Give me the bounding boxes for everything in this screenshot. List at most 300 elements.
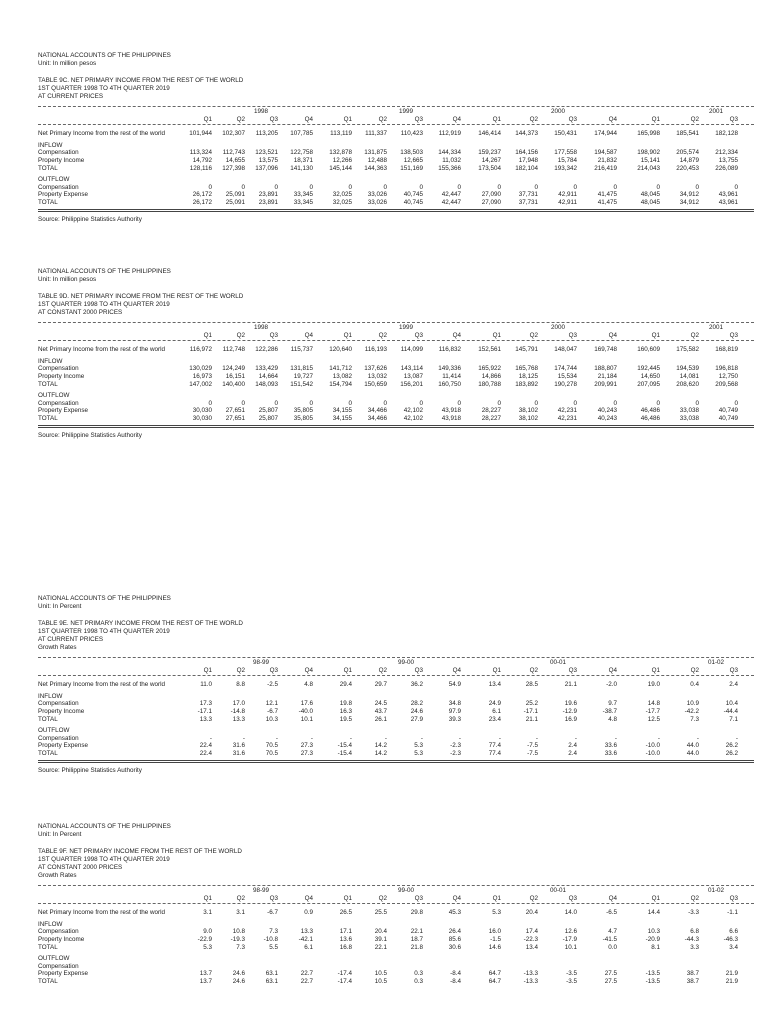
cell-value: 14.0: [564, 909, 577, 917]
cell-value: 226,089: [715, 164, 738, 172]
cell-value: 112,748: [222, 346, 245, 354]
cell-value: 26.1: [374, 715, 387, 723]
cell-value: 20.4: [525, 909, 538, 917]
cell-value: 0: [241, 399, 245, 407]
cell-value: 34.8: [448, 700, 461, 708]
cell-value: 13.6: [339, 935, 352, 943]
cell-value: 0: [695, 399, 699, 407]
cell-value: -13.3: [523, 977, 538, 985]
cell-value: 0: [241, 183, 245, 191]
table-title-line: AT CURRENT PRICES: [38, 93, 104, 100]
cell-value: 5.3: [492, 909, 501, 917]
cell-value: 185,541: [676, 130, 699, 138]
cell-value: 0: [208, 183, 212, 191]
dashed-rule: [38, 657, 754, 658]
cell-value: 33.6: [604, 749, 617, 757]
cell-value: 7.3: [690, 715, 699, 723]
cell-value: 10.3: [647, 928, 660, 936]
cell-value: -1.5: [490, 935, 501, 943]
cell-value: -6.5: [606, 909, 617, 917]
table-row: [38, 400, 754, 408]
quarter-label: Q2: [236, 666, 245, 674]
cell-value: 70.5: [265, 742, 278, 750]
cell-value: 12,488: [367, 156, 387, 164]
cell-value: 19,727: [293, 372, 313, 380]
cell-value: 25,807: [258, 407, 278, 415]
cell-value: 128,116: [189, 164, 212, 172]
table-row: [38, 921, 754, 929]
cell-value: 182,104: [515, 164, 538, 172]
quarter-label: Q3: [729, 894, 738, 902]
cell-value: 14,792: [192, 156, 212, 164]
cell-value: 0: [656, 183, 660, 191]
table-title-line: TABLE 9C. NET PRIMARY INCOME FROM THE REST OF THE WORLD: [38, 77, 244, 84]
cell-value: 4.8: [304, 681, 313, 689]
cell-value: 208,620: [676, 380, 699, 388]
cell-value: 145,144: [329, 164, 352, 172]
cell-value: 21,184: [597, 372, 617, 380]
table-title-line: Growth Rates: [38, 644, 77, 651]
cell-value: 13.3: [232, 715, 245, 723]
cell-value: 27.9: [410, 715, 423, 723]
header-line: Unit: In million pesos: [38, 60, 97, 67]
table-row: [38, 191, 754, 199]
quarter-label: Q3: [568, 666, 577, 674]
cell-value: 112,743: [222, 149, 245, 157]
cell-value: 31.6: [232, 749, 245, 757]
cell-value: 101,944: [189, 130, 212, 138]
cell-value: 33,038: [679, 414, 699, 422]
cell-value: 137,096: [255, 164, 278, 172]
quarter-label: Q4: [608, 894, 617, 902]
cell-value: -3.5: [566, 970, 577, 978]
header-line: NATIONAL ACCOUNTS OF THE PHILIPPINES: [38, 595, 171, 602]
row-label: TOTAL: [38, 715, 58, 723]
cell-value: 28,227: [481, 407, 501, 415]
quarter-label: Q2: [236, 115, 245, 123]
year-label: 2000: [550, 324, 565, 331]
quarter-label: Q3: [269, 894, 278, 902]
quarter-label: Q3: [414, 331, 423, 339]
cell-value: 0: [734, 183, 738, 191]
cell-value: 29.7: [374, 681, 387, 689]
cell-value: -: [657, 734, 660, 742]
cell-value: 198,902: [637, 149, 660, 157]
cell-value: 10.9: [686, 700, 699, 708]
cell-value: 124,249: [222, 365, 245, 373]
table-section: [38, 52, 754, 224]
cell-value: 43,961: [718, 198, 738, 206]
quarter-label: Q3: [414, 894, 423, 902]
cell-value: 182,128: [715, 130, 738, 138]
quarter-label: Q3: [414, 666, 423, 674]
cell-value: 116,972: [189, 346, 212, 354]
table-row: [38, 199, 754, 207]
cell-value: 46,486: [640, 407, 660, 415]
cell-value: 42,231: [557, 414, 577, 422]
cell-value: 22.4: [199, 742, 212, 750]
cell-value: 174,944: [594, 130, 617, 138]
cell-value: 23.4: [488, 715, 501, 723]
cell-value: -17.1: [197, 707, 212, 715]
cell-value: 123,521: [255, 149, 278, 157]
cell-value: 155,366: [438, 164, 461, 172]
quarter-label: Q1: [203, 331, 212, 339]
cell-value: 6.6: [729, 928, 738, 936]
row-label: Property Expense: [38, 191, 89, 199]
cell-value: 64.7: [488, 977, 501, 985]
quarter-label: Q2: [378, 331, 387, 339]
cell-value: 43,918: [441, 407, 461, 415]
cell-value: 38,102: [518, 407, 538, 415]
table-section: [38, 823, 754, 986]
cell-value: 48,045: [640, 198, 660, 206]
cell-value: 144,363: [364, 164, 387, 172]
cell-value: -10.8: [263, 935, 278, 943]
row-label: OUTFLOW: [38, 392, 70, 400]
year-label: 01-02: [707, 659, 725, 666]
cell-value: 209,568: [715, 380, 738, 388]
cell-value: 12.5: [647, 715, 660, 723]
cell-value: -15.4: [337, 749, 352, 757]
header-line: Unit: In million pesos: [38, 276, 97, 283]
quarter-label: Q2: [529, 666, 538, 674]
cell-value: 28.5: [525, 681, 538, 689]
cell-value: 17.0: [232, 700, 245, 708]
row-label: TOTAL: [38, 749, 58, 757]
quarter-label: Q1: [651, 894, 660, 902]
cell-value: -: [384, 734, 387, 742]
cell-value: 16.9: [564, 715, 577, 723]
cell-value: 165,768: [515, 365, 538, 373]
cell-value: -15.4: [337, 742, 352, 750]
cell-value: 25.2: [525, 700, 538, 708]
cell-value: 16.0: [488, 928, 501, 936]
cell-value: -13.3: [523, 970, 538, 978]
cell-value: 40,749: [718, 407, 738, 415]
cell-value: 0: [309, 399, 313, 407]
cell-value: 0: [274, 399, 278, 407]
cell-value: 21,832: [597, 156, 617, 164]
spacer: [38, 284, 754, 293]
cell-value: 144,334: [438, 149, 461, 157]
cell-value: 0: [348, 183, 352, 191]
cell-value: 5.3: [414, 742, 423, 750]
double-rule: [38, 760, 754, 763]
quarter-label: Q1: [492, 331, 501, 339]
cell-value: -44.4: [723, 707, 738, 715]
cell-value: -7.5: [527, 742, 538, 750]
quarter-label: Q4: [304, 331, 313, 339]
source-note: Source: Philippine Statistics Authority: [38, 215, 142, 223]
cell-value: -: [735, 734, 738, 742]
cell-value: 0: [457, 183, 461, 191]
quarter-header-row: [38, 895, 754, 903]
cell-value: 7.1: [729, 715, 738, 723]
cell-value: 130,029: [189, 365, 212, 373]
cell-value: 3.1: [203, 909, 212, 917]
year-label: 01-02: [707, 887, 725, 894]
cell-value: 43.7: [374, 707, 387, 715]
cell-value: 15,534: [557, 372, 577, 380]
cell-value: 140,400: [222, 380, 245, 388]
cell-value: 14.2: [374, 742, 387, 750]
row-label: TOTAL: [38, 380, 58, 388]
cell-value: 64.7: [488, 970, 501, 978]
cell-value: 5.5: [269, 943, 278, 951]
cell-value: 17,948: [518, 156, 538, 164]
quarter-label: Q2: [529, 331, 538, 339]
cell-value: 15,784: [557, 156, 577, 164]
cell-value: 25.5: [374, 909, 387, 917]
cell-value: 46,486: [640, 414, 660, 422]
quarter-label: Q4: [608, 115, 617, 123]
cell-value: 196,818: [715, 365, 738, 373]
cell-value: 146,414: [478, 130, 501, 138]
cell-value: 97.9: [448, 707, 461, 715]
cell-value: 42,911: [558, 191, 577, 199]
cell-value: 13.7: [199, 970, 212, 978]
cell-value: 111,337: [365, 130, 387, 138]
table-row: [38, 358, 754, 366]
cell-value: 13,087: [403, 372, 423, 380]
table-row: [38, 681, 754, 689]
cell-value: 32,025: [332, 191, 352, 199]
quarter-header-row: [38, 116, 754, 124]
cell-value: 27,651: [225, 407, 245, 415]
cell-value: 168,819: [715, 346, 738, 354]
cell-value: -: [349, 734, 352, 742]
quarter-label: Q1: [343, 115, 352, 123]
table-row: [38, 381, 754, 389]
year-header-row: [38, 108, 754, 116]
cell-value: 70.5: [265, 749, 278, 757]
cell-value: 34,155: [332, 414, 352, 422]
table-title-line: AT CONSTANT 2000 PRICES: [38, 864, 123, 871]
cell-value: 159,237: [478, 149, 501, 157]
row-label: INFLOW: [38, 692, 63, 700]
cell-value: 10.8: [232, 928, 245, 936]
cell-value: 29.8: [410, 909, 423, 917]
row-label: OUTFLOW: [38, 727, 70, 735]
cell-value: 12,266: [332, 156, 352, 164]
cell-value: 3.4: [729, 943, 738, 951]
row-label: Property Expense: [38, 407, 89, 415]
cell-value: 122,286: [255, 346, 278, 354]
cell-value: -17.4: [337, 970, 352, 978]
cell-value: 20.4: [374, 928, 387, 936]
table-title-line: 1ST QUARTER 1998 TO 4TH QUARTER 2019: [38, 856, 170, 863]
cell-value: -: [535, 734, 538, 742]
cell-value: 42,231: [557, 407, 577, 415]
row-label: Property Expense: [38, 970, 89, 978]
cell-value: 127,398: [222, 164, 245, 172]
table-row: [38, 928, 754, 936]
cell-value: 0: [274, 183, 278, 191]
cell-value: 28.2: [410, 700, 423, 708]
cell-value: 0.9: [304, 909, 313, 917]
cell-value: 18,371: [293, 156, 313, 164]
year-label: 1998: [253, 108, 268, 115]
year-label: 99-00: [397, 887, 415, 894]
cell-value: 27.3: [300, 742, 313, 750]
cell-value: 26.5: [339, 909, 352, 917]
cell-value: 7.3: [236, 943, 245, 951]
cell-value: 6.1: [304, 943, 313, 951]
cell-value: 148,047: [554, 346, 577, 354]
cell-value: 151,169: [400, 164, 423, 172]
cell-value: -1.1: [727, 909, 738, 917]
cell-value: 11.0: [200, 681, 212, 689]
quarter-label: Q1: [651, 331, 660, 339]
cell-value: 8.1: [651, 943, 660, 951]
cell-value: 10.4: [725, 700, 738, 708]
table-title-line: AT CONSTANT 2000 PRICES: [38, 309, 123, 316]
cell-value: 16,973: [192, 372, 212, 380]
source-note: Source: Philippine Statistics Authority: [38, 766, 142, 774]
cell-value: 13,082: [332, 372, 352, 380]
year-label: 1998: [253, 324, 268, 331]
cell-value: -: [574, 734, 577, 742]
row-label: Compensation: [38, 928, 79, 936]
cell-value: 24.6: [232, 970, 245, 978]
cell-value: 0: [695, 183, 699, 191]
row-label: Net Primary Income from the rest of the world: [38, 681, 166, 689]
cell-value: 29.4: [339, 681, 352, 689]
cell-value: 0: [419, 399, 423, 407]
cell-value: 34,912: [679, 191, 699, 199]
cell-value: 43,961: [718, 191, 738, 199]
cell-value: 17.3: [199, 700, 212, 708]
table-row: [38, 149, 754, 157]
cell-value: 25,091: [225, 198, 245, 206]
cell-value: 16,151: [225, 372, 245, 380]
cell-value: 26.4: [448, 928, 461, 936]
row-label: TOTAL: [38, 414, 58, 422]
cell-value: 34,912: [679, 198, 699, 206]
cell-value: -3.3: [688, 909, 699, 917]
row-label: TOTAL: [38, 943, 58, 951]
cell-value: 174,744: [554, 365, 577, 373]
cell-value: 54.9: [448, 681, 461, 689]
cell-value: 2.4: [568, 742, 577, 750]
cell-value: -2.5: [267, 681, 278, 689]
cell-value: 141,130: [290, 164, 313, 172]
quarter-label: Q3: [414, 115, 423, 123]
cell-value: 131,875: [364, 149, 387, 157]
cell-value: 21.1: [525, 715, 538, 723]
cell-value: 24.5: [374, 700, 387, 708]
cell-value: 160,750: [438, 380, 461, 388]
cell-value: 4.7: [608, 928, 617, 936]
cell-value: 39.3: [448, 715, 461, 723]
cell-value: 38.7: [686, 970, 699, 978]
table-section: [38, 268, 754, 440]
cell-value: 27.5: [604, 977, 617, 985]
table-row: [38, 392, 754, 400]
cell-value: 31.6: [232, 742, 245, 750]
cell-value: 0: [734, 399, 738, 407]
cell-value: 26.2: [725, 742, 738, 750]
row-label: Property Expense: [38, 742, 89, 750]
double-rule: [38, 209, 754, 212]
cell-value: -40.0: [298, 707, 313, 715]
cell-value: -10.0: [645, 749, 660, 757]
cell-value: 14,664: [258, 372, 278, 380]
table-row: [38, 407, 754, 415]
cell-value: 150,659: [364, 380, 387, 388]
year-label: 00-01: [549, 659, 567, 666]
cell-value: -14.8: [230, 707, 245, 715]
cell-value: 0: [573, 399, 577, 407]
cell-value: 26,172: [192, 198, 212, 206]
cell-value: 12,750: [718, 372, 738, 380]
cell-value: 0.3: [414, 977, 423, 985]
cell-value: 14.6: [488, 943, 501, 951]
year-header-row: [38, 659, 754, 667]
year-header-row: [38, 324, 754, 332]
row-label: TOTAL: [38, 164, 58, 172]
cell-value: 33,038: [679, 407, 699, 415]
cell-value: -2.3: [450, 749, 461, 757]
year-header-row: [38, 887, 754, 895]
cell-value: 40,745: [403, 198, 423, 206]
cell-value: -41.5: [602, 935, 617, 943]
quarter-label: Q1: [651, 666, 660, 674]
cell-value: -8.4: [450, 970, 461, 978]
cell-value: 207,095: [637, 380, 660, 388]
cell-value: 25,807: [258, 414, 278, 422]
table-title-line: TABLE 9F. NET PRIMARY INCOME FROM THE REST OF THE WORLD: [38, 848, 242, 855]
table-row: [38, 742, 754, 750]
cell-value: 33,345: [293, 191, 313, 199]
cell-value: 0: [208, 399, 212, 407]
cell-value: 0: [497, 183, 501, 191]
cell-value: 160,609: [637, 346, 660, 354]
cell-value: 40,745: [403, 191, 423, 199]
spacer: [38, 839, 754, 848]
spacer: [38, 317, 754, 321]
spacer: [38, 652, 754, 656]
table-row: [38, 716, 754, 724]
cell-value: 10.1: [300, 715, 313, 723]
quarter-label: Q2: [236, 331, 245, 339]
dashed-rule: [38, 124, 754, 125]
quarter-label: Q2: [378, 894, 387, 902]
cell-value: 27,090: [481, 198, 501, 206]
cell-value: 26.2: [725, 749, 738, 757]
year-label: 98-99: [252, 887, 270, 894]
cell-value: 120,640: [329, 346, 352, 354]
cell-value: 212,334: [715, 149, 738, 157]
table-title-line: Growth Rates: [38, 872, 77, 879]
cell-value: 177,558: [554, 149, 577, 157]
cell-value: 0: [534, 399, 538, 407]
cell-value: 0: [656, 399, 660, 407]
cell-value: 17.1: [339, 928, 352, 936]
row-label: Compensation: [38, 962, 79, 970]
cell-value: 132,878: [329, 149, 352, 157]
cell-value: 41,475: [597, 191, 617, 199]
table-row: [38, 944, 754, 952]
cell-value: -: [498, 734, 501, 742]
cell-value: 21.8: [410, 943, 423, 951]
quarter-label: Q2: [529, 894, 538, 902]
year-label: 99-00: [397, 659, 415, 666]
cell-value: 42,447: [441, 198, 461, 206]
cell-value: 13.7: [199, 977, 212, 985]
cell-value: 113,119: [330, 130, 352, 138]
